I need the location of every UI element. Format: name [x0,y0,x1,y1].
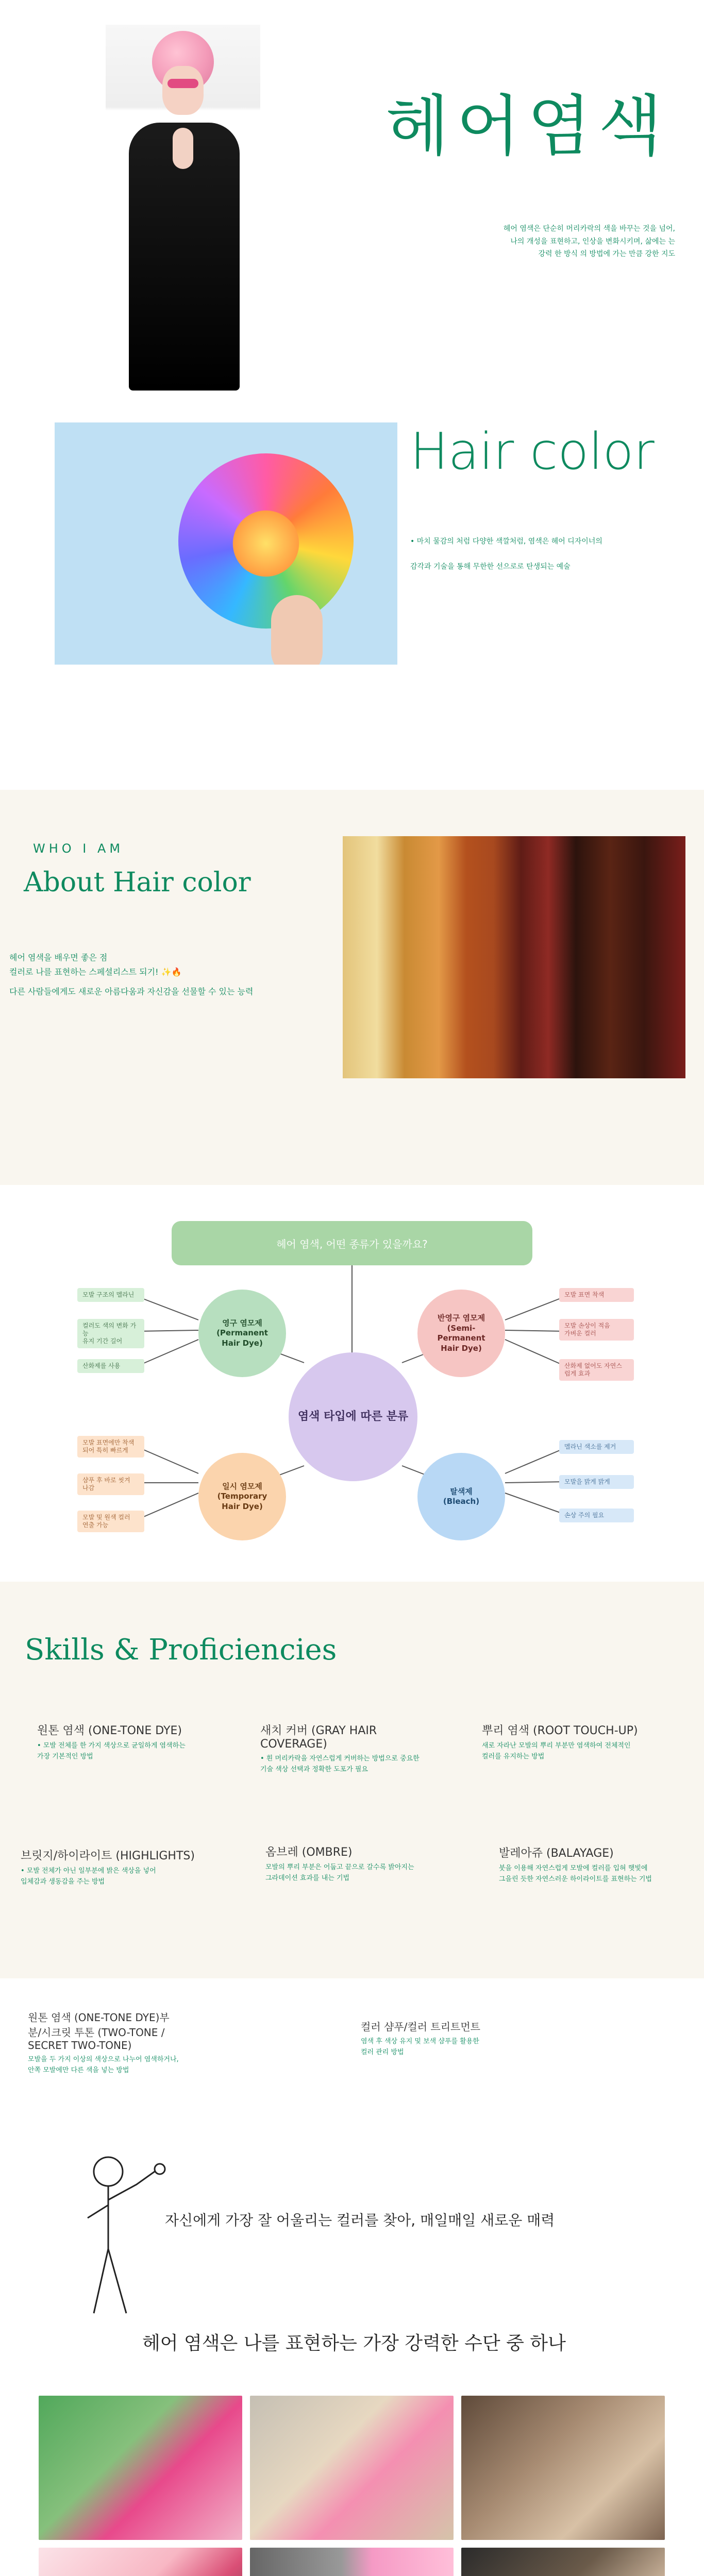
chip-bleach: 멜라닌 색소를 제거 [559,1440,634,1454]
gallery-photo [39,2548,242,2576]
skill-desc: 모발의 뿌리 부분은 어둡고 끝으로 갈수록 밝아지는 그라데이션 효과를 내는 기법 [265,1863,414,1882]
skill-desc: 붓을 이용해 자연스럽게 모발에 컬러를 입혀 햇빛에 그을린 듯한 자연스러운 하이라이트를 표현하는 기법 [499,1865,652,1883]
hero-section [0,0,704,402]
skill-title: 원톤 염색 (ONE-TONE DYE) [37,1724,182,1737]
chip-temporary: 모발 표면에만 착색 되어 특히 빠르게 [77,1436,144,1458]
node-permanent [198,1290,286,1377]
hair-color-desc-line: 감각과 기술을 통해 무한한 선으로로 탄생되는 예술 [410,562,571,571]
hair-swatch-photo [343,836,685,1078]
node-bleach [417,1453,505,1540]
gallery-photo [250,2396,454,2540]
chip-semi: 모발 손상이 적음 가벼운 컬러 [559,1319,634,1341]
skill-title: 브릿지/하이라이트 (HIGHLIGHTS) [21,1850,195,1862]
skill-desc: 모발을 두 가지 이상의 색상으로 나누어 염색하거나, 안쪽 모발에만 다른 색을 넣는 방법 [28,2056,179,2074]
diagram-center-label: 염색 타입에 따른 분류 [297,1410,409,1423]
node-semi-label: 반영구 염모제 (Semi- Permanent Hair Dye) [437,1313,485,1353]
skills-extra [0,1978,704,2076]
chip-temporary: 모발 및 원색 컬러 연출 가능 [77,1511,144,1532]
skill-item [361,2019,577,2058]
skill-desc: • 흰 머리카락을 자연스럽게 커버하는 방법으로 중요한 기술 색상 선택과 정확한 도포가 필요 [260,1755,420,1773]
chip-bleach: 손상 주의 필요 [559,1509,634,1522]
chip-permanent: 모발 구조의 멜라닌 [77,1288,144,1302]
quote-line-1: 자신에게 가장 잘 어울리는 컬러를 찾아, 매일매일 새로운 매력 [165,2212,555,2229]
about-desc [9,951,339,999]
diagram-question: 헤어 염색, 어떤 종류가 있을까요? [276,1238,428,1250]
gallery-photo [250,2548,454,2576]
skill-title: 원톤 염색 (ONE-TONE DYE)부 분/시크릿 투톤 (TWO-TONE / SECRET TWO-TONE) [28,2011,170,2052]
gallery-photo [461,2548,665,2576]
node-semi [417,1290,505,1377]
skill-title: 컬러 샴푸/컬러 트리트먼트 [361,2021,480,2033]
about-section [0,790,704,1185]
skills-section [0,1582,704,1978]
about-desc-line: 다른 사람들에게도 새로운 아름다움과 자신감을 선물할 수 있는 능력 [9,987,254,996]
hero-desc-line: 강력 한 방식 의 방법에 가는 만큼 강한 지도 [538,250,675,258]
chip-permanent: 컬러도 색의 변화 가능 유지 기간 길어 [77,1319,144,1348]
skill-item [260,1722,446,1775]
hero-desc [438,223,675,261]
node-temporary [198,1453,286,1540]
hero-title: 헤어염색 [385,88,669,165]
hair-color-desc-line: • 마치 물감의 처럼 다양한 색깔처럼, 염색은 헤어 디자이너의 [410,537,602,546]
hero-desc-line: 나의 개성을 표현하고, 인상을 변화시키며, 삶에는 는 [510,237,675,246]
about-desc-line: 헤어 염색을 배우면 좋은 점 [9,953,108,962]
about-kicker: WHO I AM [33,841,124,856]
quote-section [0,2076,704,2375]
hair-color-title: Hair color [410,422,655,481]
chip-bleach: 모발을 밝게 밝게 [559,1475,634,1489]
node-temporary-label: 일시 염모제 (Temporary Hair Dye) [217,1481,267,1511]
skill-item [482,1722,678,1762]
skill-title: 옴브레 (OMBRE) [265,1846,353,1859]
chip-semi: 모발 표면 착색 [559,1288,634,1302]
chip-temporary: 샴푸 후 바로 씻겨 나감 [77,1473,144,1495]
skill-title: 새치 커버 (GRAY HAIR COVERAGE) [260,1724,377,1751]
rainbow-hair-photo [55,422,397,665]
skill-desc: 염색 후 색상 유지 및 보색 샴푸를 활용한 컬러 관리 방법 [361,2038,479,2056]
skills-title: Skills & Proficiencies [25,1633,337,1667]
skill-item [265,1843,461,1884]
hero-desc-line: 헤어 염색은 단순히 머리카락의 색을 바꾸는 것을 넘어, [503,225,675,233]
skill-desc: • 모발 전체를 한 가지 색상으로 균일하게 염색하는 가장 기본적인 방법 [37,1742,186,1760]
skill-desc: • 모발 전체가 아닌 일부분에 밝은 색상을 넣어 입체감과 생동감을 주는 방법 [21,1867,156,1886]
stick-figure-illustration [52,2143,180,2329]
quote-line-2: 헤어 염색은 나를 표현하는 가장 강력한 수단 중 하나 [142,2333,566,2354]
skill-title: 뿌리 염색 (ROOT TOUCH-UP) [482,1724,638,1737]
skill-item [499,1844,695,1885]
skill-title: 발레아쥬 (BALAYAGE) [499,1847,614,1860]
hero-portrait-photo [106,25,260,398]
about-title: About Hair color [24,867,251,898]
photo-grid-1 [0,2396,704,2576]
hair-color-desc [410,522,678,586]
gallery-photo [461,2396,665,2540]
dye-type-diagram [0,1185,704,1582]
skill-desc: 새로 자라난 모발의 뿌리 부분만 염색하여 전체적인 컬러를 유지하는 방법 [482,1742,631,1760]
skill-item [37,1722,223,1762]
about-desc-line: 컬러로 나를 표현하는 스페셜리스트 되기! ✨🔥 [9,967,182,977]
chip-semi: 산화제 없어도 자연스 럽게 효과 [559,1359,634,1381]
skill-item [28,2009,224,2076]
skill-item [21,1847,216,1888]
gallery-photo [39,2396,242,2540]
node-permanent-label: 영구 염모제 (Permanent Hair Dye) [216,1318,268,1348]
node-bleach-label: 탈색제 (Bleach) [443,1486,480,1506]
hair-color-section [0,402,704,690]
chip-permanent: 산화제를 사용 [77,1359,144,1373]
diagram-center-node [289,1352,417,1481]
